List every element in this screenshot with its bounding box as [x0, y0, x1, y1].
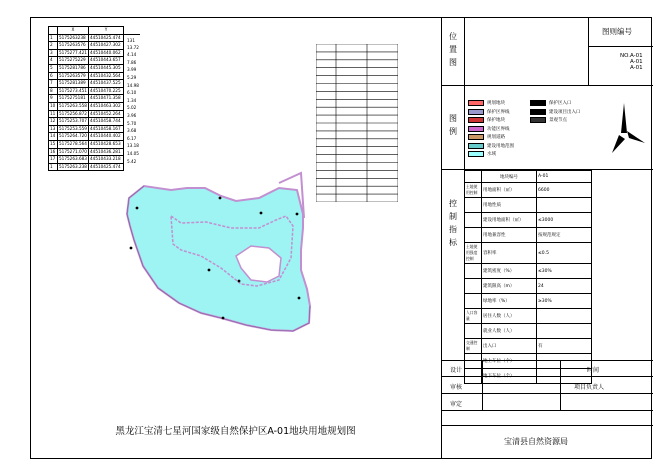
legend-list — [468, 100, 608, 160]
legend-label: 图 例 — [449, 114, 457, 136]
sep-1 — [442, 85, 653, 86]
indicator-row: 土地使用强度控制 容积率 ≤0.5 — [465, 243, 592, 264]
coord-head-y: Y — [88, 27, 123, 35]
authority-name: 宝清县自然资源局 — [504, 437, 568, 446]
coord-row: 12 5175253.707 44510458.744 5.70 — [49, 118, 140, 126]
indicator-row: 就业人数（人） — [465, 324, 592, 339]
signoff-table: 设计 审核 审定 时间 项目负责人 — [442, 360, 653, 426]
indicator-table: 地块编号 A-01 土地使用控制 用地面积（㎡） 6600 用地性质 建设用地面积（㎡） ≤3000 用地兼容性 按规范规定 土地使用强度控制 容积率 ≤0.5 建筑密度（%） ≤30% 建筑限高（m） 24 绿地率（%） ≥30% 人口容量 居住人数（人） 就业人数（人） 交通控制 出入口 有 地上车位（个） 地下车位（个） — [464, 170, 592, 384]
legend-item: 景观节点 — [530, 117, 567, 123]
site-area — [127, 186, 310, 331]
coord-row: 9 5175275181 44510471.358 1.34 — [49, 95, 140, 103]
legend-item: 建设项目出入口 — [530, 109, 581, 115]
coord-row: 11 5175256.872 44510452.264 3.96 — [49, 110, 140, 118]
indicator-row: 建设用地面积（㎡） ≤3000 — [465, 213, 592, 228]
signoff-row: 设计 — [442, 360, 653, 377]
map-number-label: 图则编号 — [602, 27, 632, 36]
coord-row: 14 5175264.720 44510440.402 6.17 — [49, 133, 140, 141]
map-numbers: NO.A-01 A-01 A-01 — [620, 53, 643, 71]
coord-row: 7 5175281389 44510437.525 14.98 — [50, 80, 139, 88]
coord-row: 10 5175263.558 44510463.302 5.02 — [49, 102, 140, 110]
location-label: 位 置 图 — [449, 32, 457, 67]
legend-item: 水域 — [468, 151, 496, 157]
indicator-row: 绿地率（%） ≥30% — [465, 294, 592, 309]
indicator-row: 人口容量 居住人数（人） — [465, 309, 592, 324]
reference-table — [316, 44, 398, 202]
coord-head-num — [49, 27, 58, 35]
legend-item: 功能区界线 — [468, 126, 510, 132]
indicator-row: 用地兼容性 按规范规定 — [465, 228, 592, 243]
coord-row: 2 5175263576 44510427.302 13.72 — [50, 42, 139, 50]
signoff-row: 审定 — [442, 394, 653, 411]
coord-row: 5 5175281786 44510445.305 3.99 — [49, 64, 140, 72]
coord-row: 15 5175278.564 44510428.653 13.18 — [50, 140, 139, 149]
coord-row: 16 5175271.070 44510436.281 14.05 — [50, 148, 139, 156]
legend-item: 保护区入口 — [530, 100, 572, 106]
legend-item: 规划道路 — [468, 134, 505, 140]
coord-row: 1 5175263238 44510425.474 131 — [49, 34, 140, 42]
compass-icon — [607, 93, 647, 163]
coord-row: 3 5175277.421 44510440.062 4.14 — [49, 49, 140, 57]
coord-head-x: X — [58, 27, 89, 35]
coord-row: 13 5175253.559 44510458.167 3.68 — [49, 125, 140, 133]
legend-item: 规划地块 — [468, 100, 505, 106]
signoff-row: 审核 — [442, 377, 653, 394]
location-map-box — [464, 17, 589, 85]
info-panel — [441, 17, 652, 459]
drawing-title: 黑龙江宝清七星河国家级自然保护区A-01地块用地规划图 — [115, 426, 356, 437]
coord-row: 17 5175263.683 44510433.218 5.42 — [49, 156, 140, 164]
indicator-row: 地下车位（个） — [465, 369, 592, 384]
coord-row: 6 5175263579 44510432.564 5.29 — [49, 72, 140, 80]
coordinate-table — [48, 26, 140, 171]
indicator-row: 用地性质 — [465, 198, 592, 213]
legend-item: 保护区界线 — [468, 109, 510, 115]
indicator-row: 交通控制 出入口 有 — [465, 339, 592, 354]
indicator-row: 地上车位（个） — [465, 354, 592, 369]
indicator-row: 建筑限高（m） 24 — [465, 279, 592, 294]
indicator-row: 土地使用控制 用地面积（㎡） 6600 — [465, 183, 592, 198]
legend-item: 建设用地范围 — [468, 143, 514, 149]
coord-row: 8 5175273.451 44510470.225 6.10 — [49, 87, 140, 95]
coord-row: 4 5175275229 44510443.657 7.86 — [49, 57, 140, 65]
indicator-row: 建筑密度（%） ≤30% — [465, 264, 592, 279]
control-label: 控 制 指 标 — [449, 199, 457, 247]
legend-item: 保护地块 — [468, 117, 505, 123]
coord-header — [49, 27, 140, 35]
coord-row: 1 5175263.238 44510425.474 — [49, 163, 140, 171]
